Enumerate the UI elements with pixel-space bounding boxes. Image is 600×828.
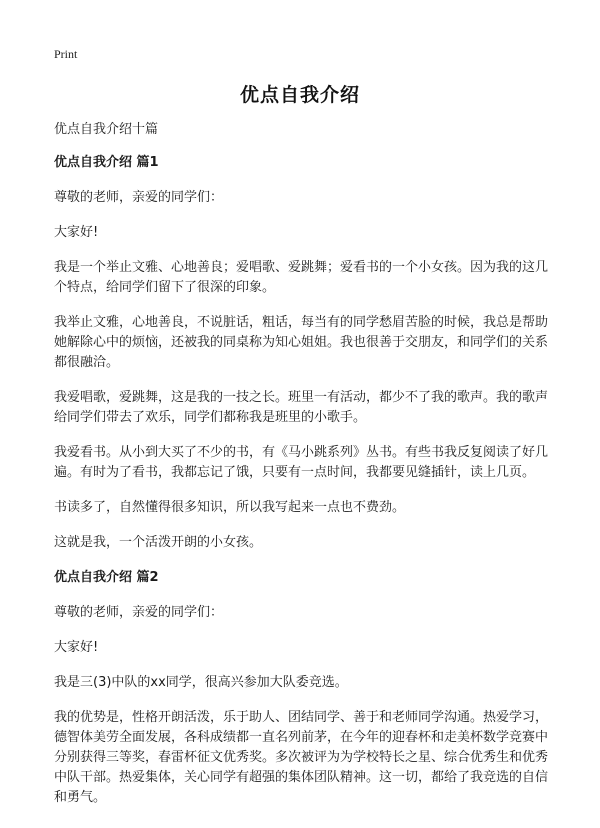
paragraph: 尊敬的老师，亲爱的同学们： — [54, 190, 224, 205]
paragraph: 我爱看书。从小到大买了不少的书，有《马小跳系列》丛书。有些书我反复阅读了好几遍。有时为了看书，我都忘记了饿，只要有一点时间，我都要见缝插针，读上几页。 — [54, 445, 549, 480]
paragraph: 我是一个举止文雅、心地善良；爱唱歌、爱跳舞；爱看书的一个小女孩。因为我的这几个特点，给同学们留下了很深的印象。 — [54, 260, 549, 295]
document-title: 优点自我介绍 — [239, 84, 360, 106]
section-heading: 优点自我介绍 篇2 — [54, 570, 159, 585]
section-1 — [54, 153, 550, 553]
paragraph: 大家好! — [54, 640, 99, 655]
paragraph: 我爱唱歌，爱跳舞，这是我的一技之长。班里一有活动，都少不了我的歌声。我的歌声给同学们带去了欢乐，同学们都称我是班里的小歌手。 — [54, 390, 549, 425]
section-2 — [54, 568, 550, 808]
paragraph: 大家好! — [54, 225, 99, 240]
paragraph: 尊敬的老师，亲爱的同学们： — [54, 605, 224, 620]
document-body — [54, 120, 550, 823]
paragraph: 我的优势是，性格开朗活泼，乐于助人、团结同学、善于和老师同学沟通。热爱学习，德智体美劳全面发展，各科成绩都一直名列前茅，在今年的迎春杯和走美杯数学竞赛中分别获得三等奖，春雷杯征文优秀奖。多次被评为为学校特长之星、综合优秀生和优秀中队干部。热爱集体，关心同学有超强的集体团队精神。这一切，都给了我竞选的自信和勇气。 — [54, 710, 549, 805]
paragraph: 这就是我，一个活泼开朗的小女孩。 — [54, 535, 263, 550]
document-subtitle: 优点自我介绍十篇 — [54, 122, 159, 137]
paragraph: 我举止文雅，心地善良，不说脏话，粗话，每当有的同学愁眉苦脸的时候，我总是帮助她解除心中的烦恼，还被我的同桌称为知心姐姐。我也很善于交朋友，和同学们的关系都很融洽。 — [54, 315, 549, 370]
paragraph: 书读多了，自然懂得很多知识，所以我写起来一点也不费劲。 — [54, 500, 406, 515]
print-link[interactable]: Print — [54, 47, 78, 61]
section-heading: 优点自我介绍 篇1 — [54, 155, 159, 170]
paragraph: 我是三(3)中队的xx同学，很高兴参加大队委竞选。 — [54, 675, 348, 690]
